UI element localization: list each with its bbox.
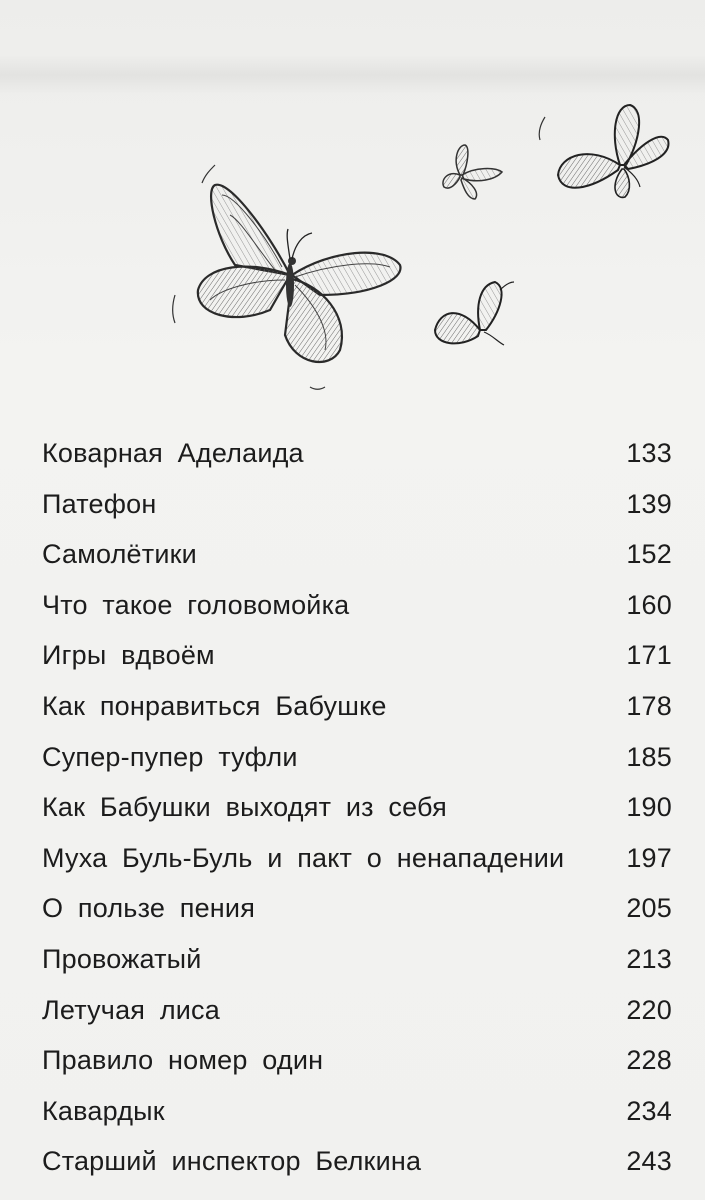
toc-entry-page: 160 — [626, 589, 672, 620]
toc-entry[interactable] — [42, 1086, 672, 1137]
toc-entry-page: 243 — [626, 1146, 672, 1177]
toc-entry-page: 205 — [626, 893, 672, 924]
toc-entry-page: 220 — [626, 994, 672, 1025]
toc-entry-page: 234 — [626, 1095, 672, 1126]
toc-entry-title: Летучая лиса — [42, 994, 220, 1025]
toc-entry-page: 171 — [626, 640, 672, 671]
toc-entry-title: Старший инспектор Белкина — [42, 1146, 422, 1177]
toc-entry[interactable] — [42, 782, 672, 833]
toc-entry-page: 178 — [626, 690, 672, 721]
toc-entry[interactable] — [42, 681, 672, 732]
butterfly-top-right — [539, 105, 668, 197]
toc-entry-title: Провожатый — [42, 943, 202, 974]
toc-entry-title: Самолётики — [42, 539, 197, 570]
toc-entry[interactable] — [42, 428, 672, 479]
toc-entry-page: 197 — [626, 842, 672, 873]
toc-entry-page: 228 — [626, 1045, 672, 1076]
toc-entry-page: 213 — [626, 943, 672, 974]
toc-entry[interactable] — [42, 479, 672, 530]
toc-entry-page: 190 — [626, 792, 672, 823]
table-of-contents — [42, 428, 672, 1187]
toc-entry-page: 133 — [626, 438, 672, 468]
toc-entry[interactable] — [42, 630, 672, 681]
toc-entry[interactable] — [42, 1136, 672, 1187]
toc-entry-page: 152 — [626, 539, 672, 570]
toc-entry-title: О пользе пения — [42, 893, 256, 924]
toc-entry[interactable] — [42, 1035, 672, 1086]
toc-entry[interactable] — [42, 732, 672, 783]
toc-entry[interactable] — [42, 985, 672, 1036]
toc-entry[interactable] — [42, 883, 672, 934]
toc-entry-title: Как Бабушки выходят из себя — [42, 792, 447, 823]
toc-entry-title: Что такое головомойка — [42, 589, 350, 620]
toc-entry[interactable] — [42, 529, 672, 580]
butterflies-illustration — [160, 60, 680, 420]
large-butterfly — [173, 165, 401, 389]
toc-entry[interactable] — [42, 934, 672, 985]
small-butterfly-top — [443, 145, 502, 199]
toc-entry[interactable] — [42, 580, 672, 631]
toc-entry-title: Как понравиться Бабушке — [42, 690, 387, 721]
toc-entry-title: Супер-пупер туфли — [42, 741, 298, 772]
toc-entry[interactable] — [42, 833, 672, 884]
toc-entry-title: Коварная Аделаида — [42, 438, 304, 468]
toc-entry-title: Муха Буль-Буль и пакт о ненападении — [42, 842, 565, 873]
butterfly-middle — [435, 282, 514, 345]
toc-entry-title: Патефон — [42, 488, 157, 519]
toc-entry-page: 139 — [626, 488, 672, 519]
toc-entry-title: Кавардык — [42, 1095, 165, 1126]
toc-entry-page: 185 — [626, 741, 672, 772]
toc-entry-title: Правило номер один — [42, 1045, 324, 1076]
toc-entry-title: Игры вдвоём — [42, 640, 215, 671]
